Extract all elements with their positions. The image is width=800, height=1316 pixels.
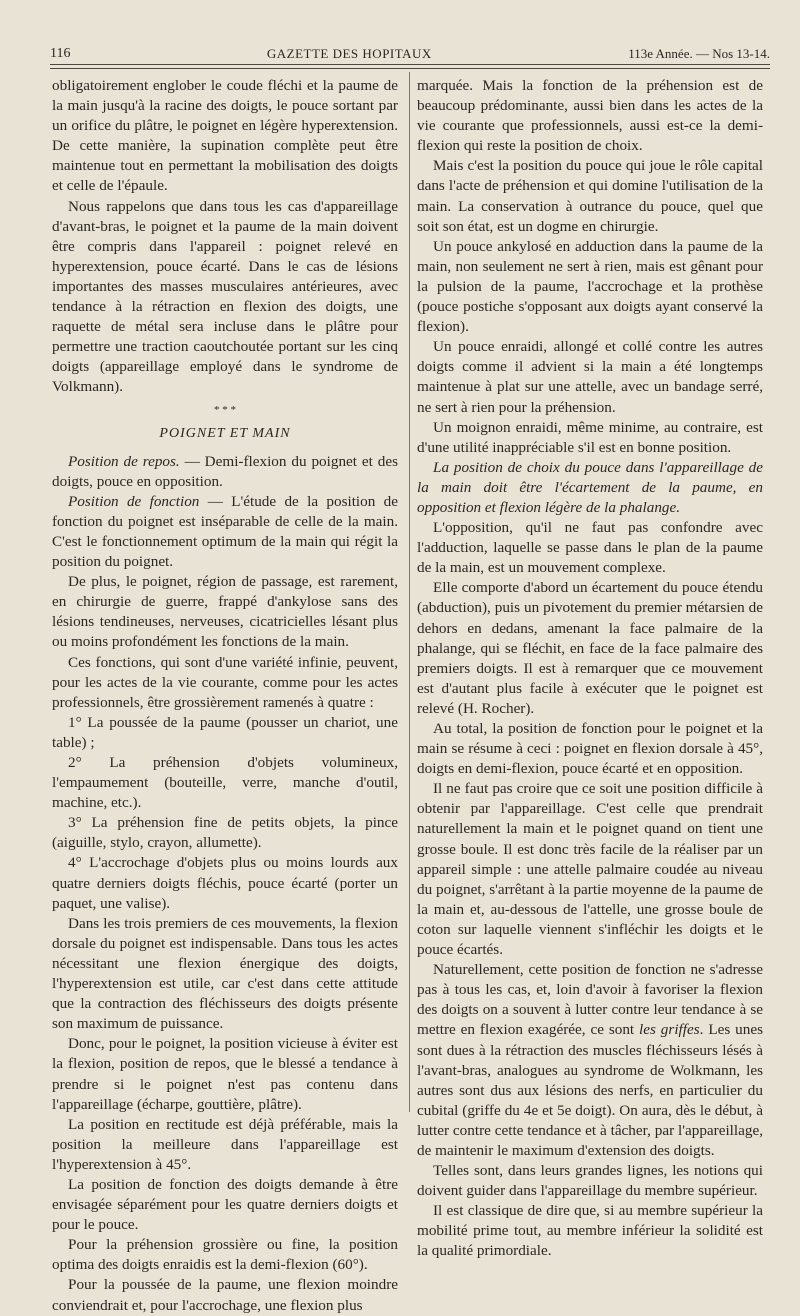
paragraph: L'opposition, qu'il ne faut pas confondre avec l'adduction, laquelle se passe dans le plan de la paume de la main, est un mouvement complexe. [417,519,763,577]
header-rule-bottom [50,68,770,69]
column-separator [409,72,410,1112]
paragraph: Pour la poussée de la paume, une flexion moindre conviendrait et, pour l'accrochage, une flexion plus [52,1276,398,1314]
right-column [417,76,763,1262]
paragraph: Nous rappelons que dans tous les cas d'appareillage d'avant-bras, le poignet et la paume de la main doivent être compris dans l'appareil : poignet relevé en hyperextension, pouce écarté. Dans le cas de lésions importantes des masses musculaires antérieures, avec tendance à la rétraction en flexion des doigts, une raquette de métal sera incluse dans le plâtre pour permettre une traction caoutchoutée portant sur les cinq doigts (appareillage employé dans le syndrome de Volkmann). [52,197,398,396]
page-number: 116 [50,46,71,61]
paragraph: Dans les trois premiers de ces mouvements, la flexion dorsale du poignet est indispensable. Dans tous les actes nécessitant une flexion énergique des doigts, l'hyperextension est utile, car c'est dans cette attitude que la contraction des fléchisseurs des doigts présente son maximum de puissance. [52,914,398,1033]
paragraph: La position en rectitude est déjà préférable, mais la position la meilleure dans l'appareillage est l'hyperextension à 45°. [52,1115,398,1173]
paragraph-label: Position de fonction [68,492,200,510]
paragraph: obligatoirement englober le coude fléchi et la paume de la main jusqu'à la racine des doigts, le pouce sortant par un orifice du plâtre, le poignet en légère hyperextension. De cette manière, la supination complète peut être maintenue tout en permettant la mobilisation des doigts et celle de l'épaule. [52,77,398,195]
list-item: 3° La préhension fine de petits objets, la pince (aiguille, stylo, crayon, allumette). [52,814,398,852]
paragraph: Mais c'est la position du pouce qui joue le rôle capital dans l'acte de préhension et qui domine l'utilisation de la main. La conservation à outrance du pouce, quel que soit son état, est un dogme en chirurgie. [417,157,763,235]
section-stars: * * * [214,403,236,416]
paragraph: marquée. Mais la fonction de la préhension est de beaucoup prédominante, aussi bien dans les actes de la vie courante que professionnels, aussi est-ce la demi-flexion qui reste la position de choix. [417,77,763,155]
emphasis-text: les griffes [639,1021,700,1039]
paragraph [52,492,398,572]
paragraph: Telles sont, dans leurs grandes lignes, les notions qui doivent guider dans l'appareillage du membre supérieur. [417,1162,763,1200]
section-title: POIGNET ET MAIN [159,425,291,441]
paragraph: Donc, pour le poignet, la position vicieuse à éviter est la flexion, position de repos, que le blessé a tendance à prendre si le poignet n'est pas contenu dans l'appareillage (écharpe, gouttière, plâtre). [52,1035,398,1113]
paragraph: Ces fonctions, qui sont d'une variété infinie, peuvent, pour les actes de la vie courante, comme pour les actes professionnels, être grossièrement ramenés à quatre : [52,653,398,711]
paragraph: Elle comporte d'abord un écartement du pouce étendu (abduction), puis un pivotement du premier métarsien de dehors en dedans, amenant la face palmaire de la phalange, qui se fléchit, en face de la face palmaire des premiers doigts. Il est à remarquer que ce mouvement est d'autant plus facile à exécuter que le poignet est relevé (H. Rocher). [417,579,763,717]
header-rule-top [50,64,770,65]
paragraph: Pour la préhension grossière ou fine, la position optima des doigts enraidis est la demi-flexion (60°). [52,1236,398,1274]
paragraph-label: Position de repos. [68,452,180,470]
paragraph: Un pouce ankylosé en adduction dans la paume de la main, non seulement ne sert à rien, mais est gênant pour la pulsion de la paume, l'accrochage et la prothèse (pouce postiche s'opposant aux doigts ayant conservé la flexion). [417,237,763,336]
paragraph: Au total, la position de fonction pour le poignet et la main se résume à ceci : poignet en flexion dorsale à 45°, doigts en demi-flexion, pouce écarté et en opposition. [417,720,763,778]
list-item: 1° La poussée de la paume (pousser un chariot, une table) ; [52,713,398,751]
journal-title: GAZETTE DES HOPITAUX [266,46,432,61]
paragraph-text: — Demi-flexion du poignet et des doigts, pouce en opposition. [52,452,398,490]
paragraph-text: Naturellement, cette position de fonction ne s'adresse pas à tous les cas, et, loin d'avoir à favoriser la flexion des doigts on a souvent à lutter contre leur tendance à se mettre en flexion exagérée, ce sont [417,961,763,1039]
paragraph-text: . Les unes sont dues à la rétraction des muscles fléchisseurs lésés à l'avant-bras, analogues au syndrome de Wolkmann, les autres sont dus aux lésions des nerfs, en particulier du cubital (griffe du 4e et 5e doigt). On aura, dès le début, à lutter contre cette tendance et à tâcher, par l'appareillage, de maintenir le maximum d'extension des doigts. [417,1021,763,1159]
paragraph: La position de fonction des doigts demande à être envisagée séparément pour les quatre derniers doigts et pour le pouce. [52,1175,398,1234]
list-item: 4° L'accrochage d'objets plus ou moins lourds aux quatre derniers doigts fléchis, pouce écarté (porter un paquet, une valise). [52,854,398,912]
running-header [50,40,770,62]
paragraph [52,452,398,492]
paragraph: La position de choix du pouce dans l'appareillage de la main doit être l'écartement de la paume, en opposition et flexion légère de la phalange. [417,458,763,516]
left-column [52,76,398,1316]
paragraph: Un moignon enraidi, même minime, au contraire, est d'une utilité inappréciable s'il est en bonne position. [417,418,763,456]
paragraph: Il ne faut pas croire que ce soit une position difficile à obtenir par l'appareillage. C'est celle que prendrait naturellement la main et le poignet quand on tient une grosse boule. Il est donc très facile de la réaliser par un appareil simple : une attelle palmaire coudée au niveau du poignet, s'arrêtant à la partie moyenne de la paume de la main et, au-dessous de l'attelle, une grosse boule de coton sur laquelle viennent s'infléchir les doigts et le pouce écartés. [417,780,763,959]
issue-info: 113e Année. — Nos 13-14. [628,46,770,61]
paragraph: Il est classique de dire que, si au membre supérieur la mobilité prime tout, au membre inférieur la solidité est la qualité primordiale. [417,1202,763,1260]
paragraph: Un pouce enraidi, allongé et collé contre les autres doigts comme il advient si la main a été longtemps maintenue à plat sur une attelle, avec un bandage serré, ne sert à rien pour la préhension. [417,338,763,416]
list-item: 2° La préhension d'objets volumineux, l'empaumement (bouteille, verre, manche d'outil, machine, etc.). [52,754,398,812]
paragraph [417,960,763,1161]
paragraph: De plus, le poignet, région de passage, est rarement, en chirurgie de guerre, frappé d'ankylose sans des lésions tendineuses, nerveuses, cicatricielles lésant plus ou moins profondément les fonctions de la main. [52,573,398,651]
paragraph-text: — L'étude de la position de fonction du poignet est inséparable de celle de la main. C'est le fonctionnement optimum de la main qui régit la position du poignet. [52,492,398,571]
